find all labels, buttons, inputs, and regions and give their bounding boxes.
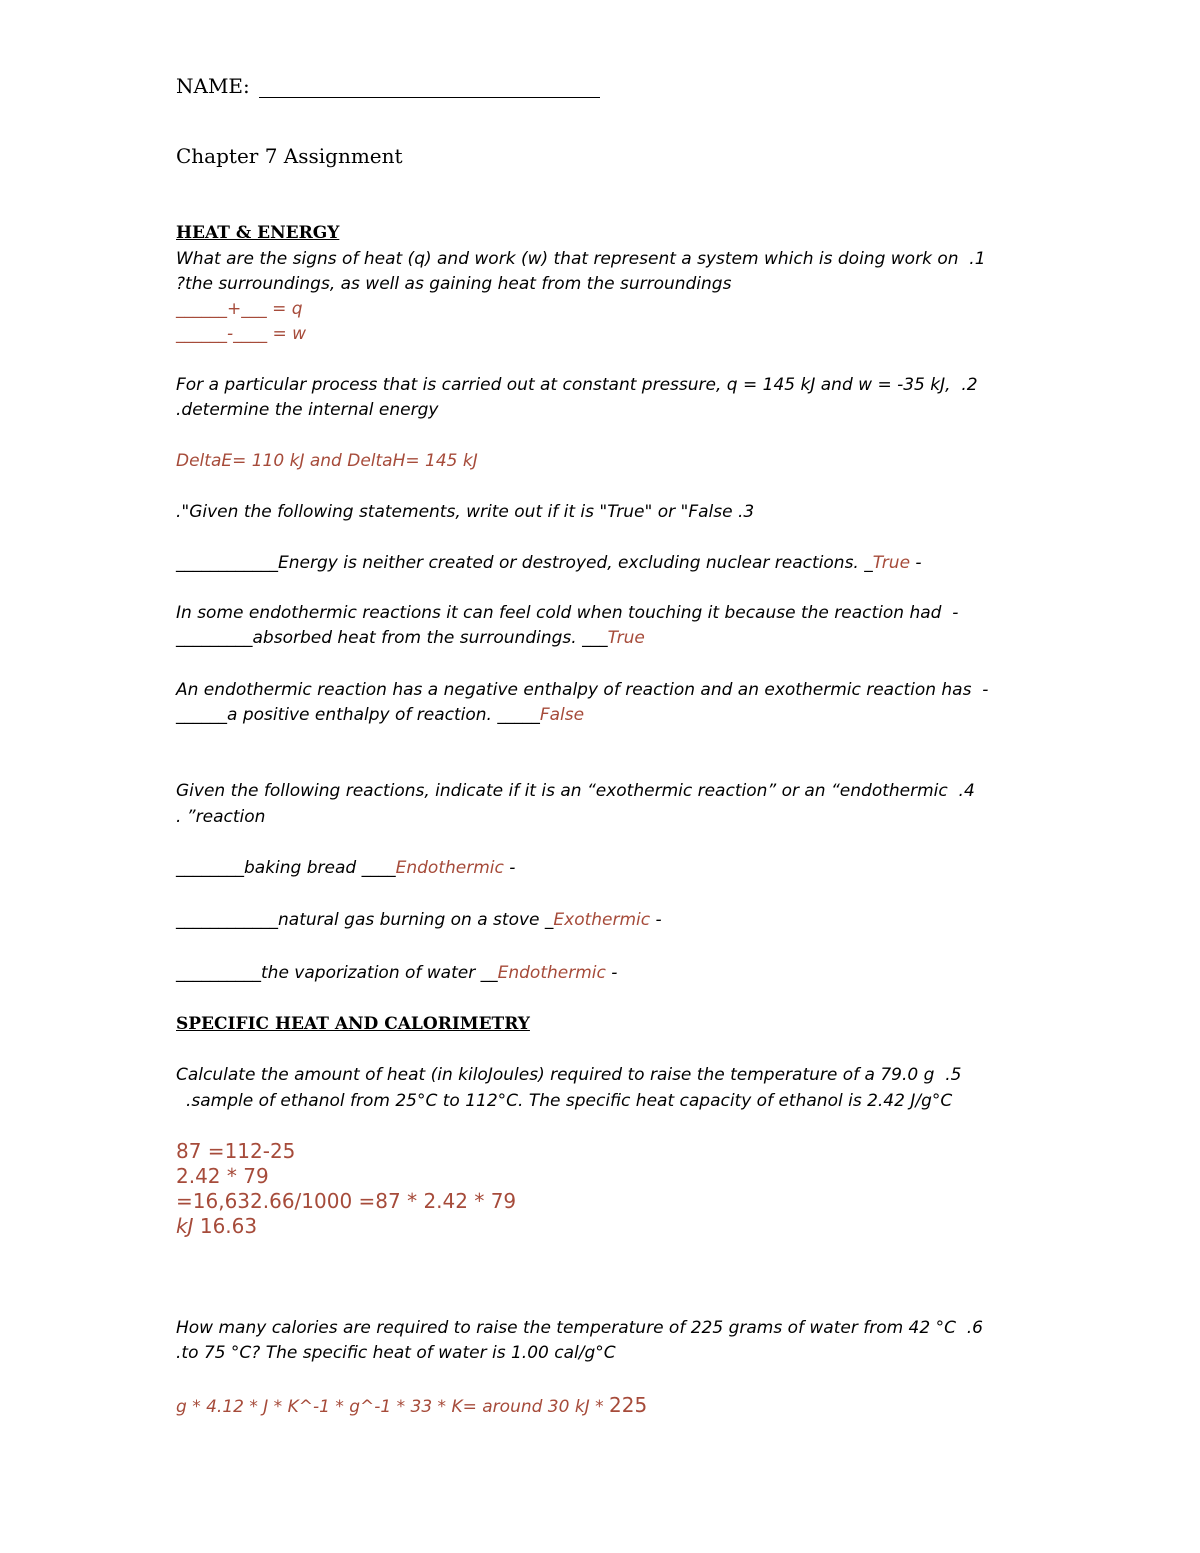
- q5-work-line-4: [176, 1216, 257, 1236]
- q4-reaction-2: [176, 912, 662, 929]
- q3-statement-3-line2: [176, 707, 584, 724]
- q2-answer: DeltaE= 110 kJ and DeltaH= 145 kJ: [176, 451, 478, 471]
- reaction-dash: -: [605, 963, 618, 983]
- q3-prompt: ."Given the following statements, write out if it is "True" or "False .3: [176, 502, 755, 522]
- section-heading-specific-heat: SPECIFIC HEAT AND CALORIMETRY: [176, 1014, 530, 1034]
- answer-text: g * 4.12 * J * K^-1 * g^-1 * 33 * K= around 30 kJ *: [176, 1397, 610, 1417]
- answer-number: 225: [609, 1393, 648, 1417]
- q6-answer: [176, 1395, 647, 1416]
- q5-work-line-2: 2.42 * 79: [176, 1164, 269, 1188]
- q1-answer-w: ______-____ = w: [176, 324, 307, 344]
- q1-answer-q: ______+___ = q: [176, 299, 303, 319]
- statement-text: absorbed heat from the surroundings. ___: [252, 628, 608, 648]
- q5-work-line-1: 87 =112-25: [176, 1139, 296, 1163]
- answer-blank[interactable]: ______: [176, 705, 227, 725]
- q6-line1: How many calories are required to raise the temperature of 225 grams of water from 42 °C .6: [176, 1318, 983, 1338]
- q3-statement-1: [176, 555, 922, 572]
- q3-statement-2-line2: [176, 630, 645, 647]
- result-value: 16.63: [193, 1214, 258, 1238]
- q2-line1: For a particular process that is carried out at constant pressure, q = 145 kJ and w = -35 kJ, .2: [176, 375, 978, 395]
- statement-text: Energy is neither created or destroyed, excluding nuclear reactions. _: [278, 553, 873, 573]
- q1-line2: ?the surroundings, as well as gaining heat from the surroundings: [176, 274, 732, 294]
- q4-line1: Given the following reactions, indicate if it is an “exothermic reaction” or an “endothermic .4: [176, 781, 975, 801]
- statement-text: a positive enthalpy of reaction. _____: [227, 705, 540, 725]
- answer-blank[interactable]: __________: [176, 963, 261, 983]
- q1-line1: What are the signs of heat (q) and work (w) that represent a system which is doing work on .1: [176, 249, 986, 269]
- statement-answer: True: [872, 553, 911, 573]
- section-heading-heat-energy: HEAT & ENERGY: [176, 223, 340, 243]
- q5-line2: .sample of ethanol from 25°C to 112°C. The specific heat capacity of ethanol is 2.42 J/g°C: [186, 1091, 953, 1111]
- q3-statement-2-line1: In some endothermic reactions it can feel cold when touching it because the reaction had -: [176, 603, 959, 623]
- answer-blank[interactable]: _________: [176, 628, 253, 648]
- statement-answer: False: [539, 705, 585, 725]
- q4-reaction-3: [176, 965, 617, 982]
- q4-reaction-1: [176, 860, 515, 877]
- statement-dash: -: [910, 553, 922, 573]
- q4-line2: . ”reaction: [176, 807, 266, 827]
- reaction-dash: -: [503, 858, 516, 878]
- name-field[interactable]: [259, 97, 600, 98]
- kj-unit: kJ: [176, 1214, 194, 1238]
- name-label: NAME:: [176, 74, 250, 98]
- q3-statement-3-line1: An endothermic reaction has a negative enthalpy of reaction and an exothermic reaction has -: [176, 680, 989, 700]
- reaction-answer: Exothermic: [553, 910, 651, 930]
- q5-work-line-3: =16,632.66/1000 =87 * 2.42 * 79: [176, 1189, 517, 1213]
- answer-blank[interactable]: ____________: [176, 910, 278, 930]
- reaction-dash: -: [650, 910, 662, 930]
- q6-line2: .to 75 °C? The specific heat of water is 1.00 cal/g°C: [176, 1343, 616, 1363]
- q5-line1: Calculate the amount of heat (in kiloJoules) required to raise the temperature of a 79.0 g .5: [176, 1065, 962, 1085]
- answer-blank[interactable]: ____________: [176, 553, 278, 573]
- reaction-text: natural gas burning on a stove _: [278, 910, 554, 930]
- q2-line2: .determine the internal energy: [176, 400, 439, 420]
- reaction-answer: Endothermic: [497, 963, 606, 983]
- assignment-title: Chapter 7 Assignment: [176, 144, 403, 168]
- reaction-text: baking bread ____: [244, 858, 396, 878]
- reaction-answer: Endothermic: [395, 858, 504, 878]
- answer-blank[interactable]: ________: [176, 858, 244, 878]
- statement-answer: True: [607, 628, 645, 648]
- reaction-text: the vaporization of water __: [261, 963, 498, 983]
